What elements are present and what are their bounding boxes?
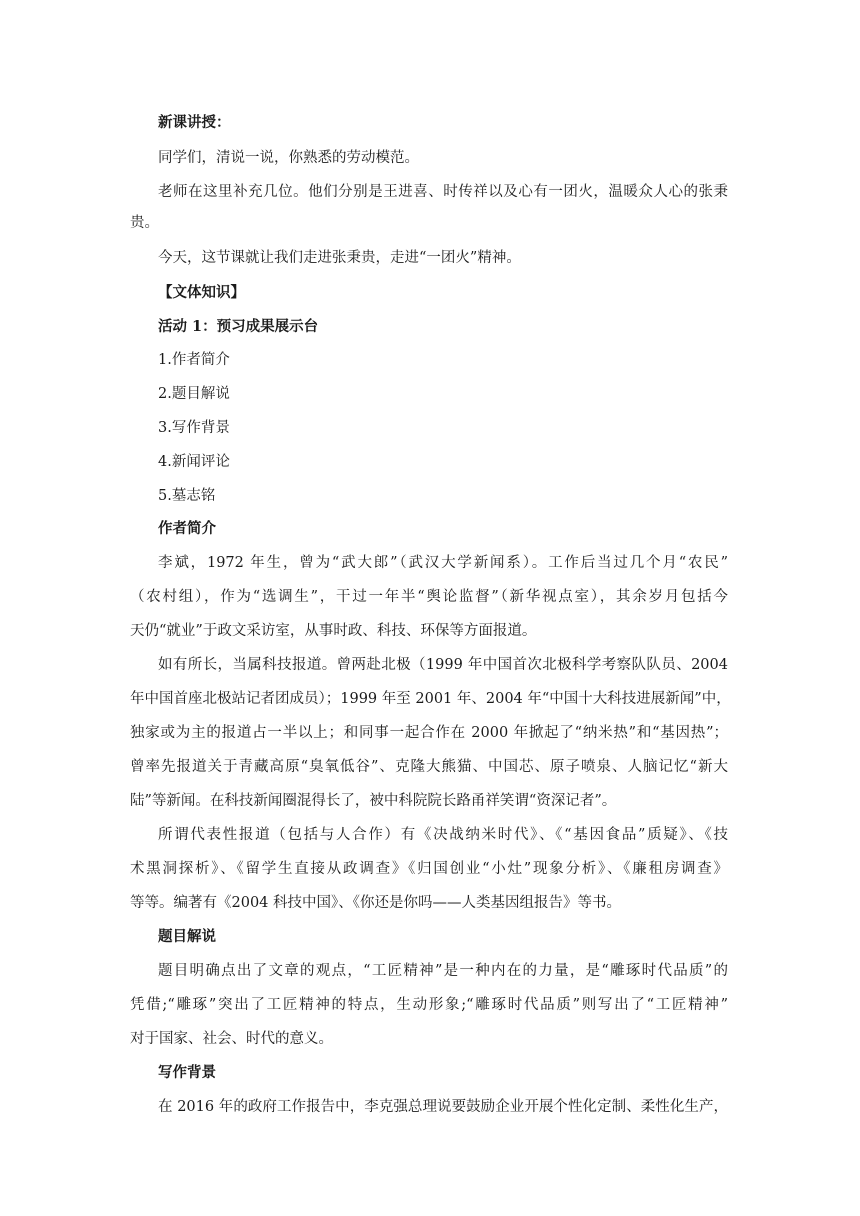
paragraph-line: 老师在这里补充几位。他们分别是王进喜、时传祥以及心有一团火，温暖众人心的张秉 <box>158 184 728 200</box>
paragraph-line: 天仍“就业”于政文采访室，从事时政、科技、环保等方面报道。 <box>130 623 537 639</box>
paragraph-line: 陆”等新闻。在科技新闻圈混得长了，被中科院院长路甬祥笑谓“资深记者”。 <box>130 793 617 809</box>
paragraph-line: 同学们，清说一说，你熟悉的劳动模范。 <box>158 150 419 166</box>
section-heading-author: 作者简介 <box>158 520 216 537</box>
section-heading-new-lesson: 新课讲授： <box>158 114 231 131</box>
paragraph-line: 对于国家、社会、时代的意义。 <box>130 1031 333 1047</box>
paragraph-line: 今天，这节课就让我们走进张秉贵，走进“一团火”精神。 <box>158 250 521 266</box>
list-item: 3.写作背景 <box>158 420 230 436</box>
paragraph-line: 在 2016 年的政府工作报告中，李克强总理说要鼓励企业开展个性化定制、柔性化生产， <box>158 1099 728 1115</box>
paragraph-line: 独家或为主的报道占一半以上；和同事一起合作在 2000 年掀起了“纳米热”和“基因热”； <box>130 725 728 741</box>
section-heading-genre: 【文体知识】 <box>158 284 245 301</box>
paragraph-line: 贵。 <box>130 215 159 231</box>
paragraph-line: 如有所长，当属科技报道。曾两赴北极（1999 年中国首次北极科学考察队队员、2004 <box>158 657 728 673</box>
paragraph-line: （农村组），作为“选调生”，干过一年半“舆论监督”（新华视点室），其余岁月包括今 <box>130 589 728 605</box>
list-item: 4.新闻评论 <box>158 454 230 470</box>
list-item: 1.作者简介 <box>158 352 230 368</box>
paragraph-line: 题目明确点出了文章的观点，“工匠精神”是一种内在的力量，是“雕琢时代品质”的 <box>158 963 728 979</box>
list-item: 5.墓志铭 <box>158 488 216 504</box>
list-item: 2.题目解说 <box>158 386 230 402</box>
paragraph-line: 曾率先报道关于青藏高原“臭氧低谷”、克隆大熊猫、中国芯、原子喷泉、人脑记忆“新大 <box>130 759 728 775</box>
section-heading-background: 写作背景 <box>158 1064 216 1081</box>
paragraph-line: 年中国首座北极站记者团成员）；1999 年至 2001 年、2004 年“中国十大科技进展新闻”中， <box>130 691 731 707</box>
paragraph-line: 李斌，1972 年生，曾为“武大郎”（武汉大学新闻系）。工作后当过几个月“农民” <box>158 555 728 571</box>
section-heading-title-explain: 题目解说 <box>158 928 216 945</box>
paragraph-line: 凭借;“雕琢”突出了工匠精神的特点，生动形象;“雕琢时代品质”则写出了“工匠精神” <box>130 997 728 1013</box>
paragraph-line: 等等。编著有《2004 科技中国》、《你还是你吗——人类基因组报告》等书。 <box>130 895 622 911</box>
paragraph-line: 术黑洞探析》、《留学生直接从政调查》《归国创业“小灶”现象分析》、《廉租房调查》 <box>130 861 728 877</box>
activity-title: 活动 1：预习成果展示台 <box>158 318 319 335</box>
paragraph-line: 所谓代表性报道（包括与人合作）有《决战纳米时代》、《“基因食品”质疑》、《技 <box>158 827 728 843</box>
